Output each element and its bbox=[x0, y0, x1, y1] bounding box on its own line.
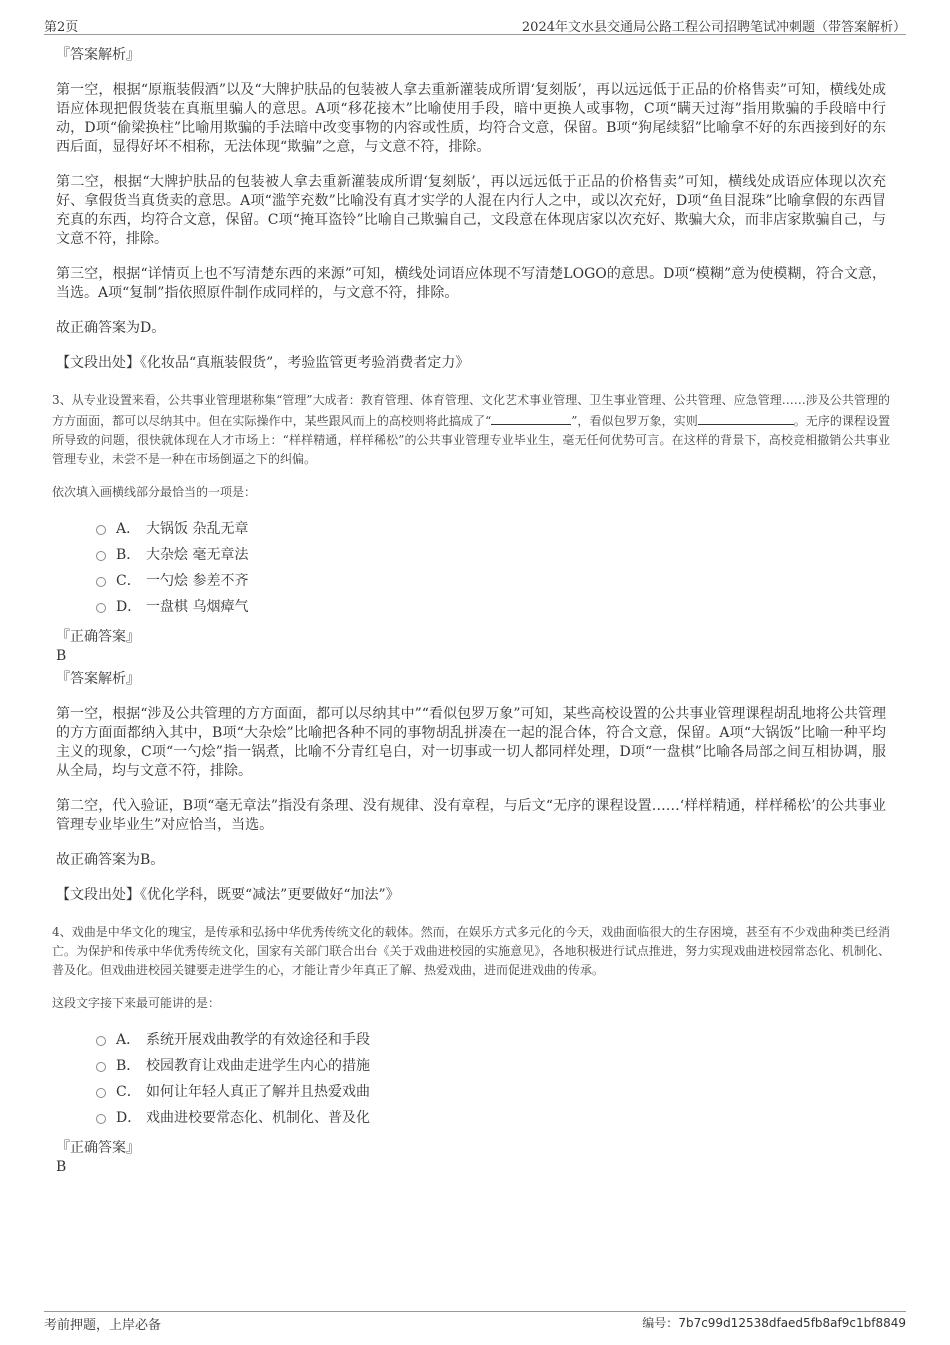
question-4-prompt: 这段文字接下来最可能讲的是： bbox=[52, 996, 221, 1010]
question-4-text: 4、戏曲是中华文化的瑰宝，是传承和弘扬中华优秀传统文化的载体。然而，在娱乐方式多元化的今天，戏曲面临很大的生存困境，甚至有不少戏曲种类已经消亡。为保护和传承中华优秀传统文化，国家有关部门联合出台《关于戏曲进校园的实施意见》，各地积极进行试点推进，努力实现戏曲进校园常态化、机制化、普及化。但戏曲进校园关键要走进学生的心，才能让青少年真正了解、热爱戏曲，进而促进戏曲的传承。 bbox=[52, 925, 890, 977]
analysis-paragraph: 第三空，根据“详情页上也不写清楚东西的来源”可知，横线处词语应体现不写清楚LOGO的意思。D项“模糊”意为使模糊，符合文意，当选。A项“复制”指依照原件制作成同样的，与文意不符，排除。 bbox=[56, 266, 886, 301]
answer-blank-2 bbox=[698, 410, 794, 425]
option-text: 大杂烩 毫无章法 bbox=[146, 547, 249, 563]
analysis-conclusion: 故正确答案为D。 bbox=[56, 320, 166, 336]
question-4-options bbox=[96, 1027, 886, 1131]
option-key: A． bbox=[116, 1032, 141, 1048]
option-text: 大锅饭 杂乱无章 bbox=[146, 521, 249, 537]
question-3-text-b: ”，看似包罗万象，实则 bbox=[571, 414, 698, 428]
page-footer bbox=[44, 1311, 906, 1332]
option-text: 系统开展戏曲教学的有效途径和手段 bbox=[146, 1032, 370, 1048]
option-a[interactable] bbox=[96, 1027, 886, 1053]
option-key: B． bbox=[116, 1058, 141, 1074]
document-code bbox=[642, 1314, 906, 1331]
option-b[interactable] bbox=[96, 1053, 886, 1079]
radio-icon[interactable] bbox=[96, 603, 106, 613]
option-a[interactable] bbox=[96, 516, 886, 542]
radio-icon[interactable] bbox=[96, 1114, 106, 1124]
document-code-value: 7b7c99d12538dfaed5fb8af9c1bf8849 bbox=[678, 1316, 906, 1330]
analysis-paragraph: 第二空，代入验证，B项“毫无章法”指没有条理、没有规律、没有章程，与后文“无序的课程设置……‘样样精通，样样稀松’的公共事业管理专业毕业生”对应恰当，当选。 bbox=[56, 798, 886, 833]
option-key: C． bbox=[116, 573, 141, 589]
question-3-options bbox=[96, 516, 886, 620]
radio-icon[interactable] bbox=[96, 525, 106, 535]
radio-icon[interactable] bbox=[96, 1036, 106, 1046]
option-key: D． bbox=[116, 1110, 142, 1126]
analysis-tag: 『答案解析』 bbox=[56, 47, 140, 63]
option-text: 校园教育让戏曲走进学生内心的措施 bbox=[146, 1058, 370, 1074]
option-text: 一盘棋 乌烟瘴气 bbox=[146, 599, 249, 615]
correct-answer-tag: 『正确答案』 bbox=[56, 629, 140, 645]
passage-source: 【文段出处】《化妆品“真瓶装假货”，考验监管更考验消费者定力》 bbox=[56, 355, 470, 371]
question-3-text bbox=[52, 391, 890, 469]
radio-icon[interactable] bbox=[96, 551, 106, 561]
document-body bbox=[52, 46, 890, 1181]
footer-slogan: 考前押题，上岸必备 bbox=[44, 1318, 162, 1333]
document-code-label: 编号： bbox=[642, 1316, 679, 1330]
analysis-paragraph: 第二空，根据“大牌护肤品的包装被人拿去重新灌装成所谓‘复刻版’，再以远远低于正品的价格售卖”可知，横线处成语应体现以次充好、拿假货当真货卖的意思。A项“滥竽充数”比喻没有真才实学的人混在内行人之中，或以次充好，D项“鱼目混珠”比喻拿假的东西冒充真的东西，均符合文意，保留。C项“掩耳盗铃”比喻自己欺骗自己，文段意在体现店家以次充好、欺骗大众，而非店家欺骗自己，与文意不符，排除。 bbox=[56, 174, 886, 247]
option-text: 一勺烩 参差不齐 bbox=[146, 573, 249, 589]
option-c[interactable] bbox=[96, 568, 886, 594]
passage-source: 【文段出处】《优化学科，既要“减法”更要做好“加法”》 bbox=[56, 887, 400, 903]
option-key: B． bbox=[116, 547, 141, 563]
correct-answer-tag: 『正确答案』 bbox=[56, 1140, 140, 1156]
option-key: A． bbox=[116, 521, 141, 537]
analysis-tag: 『答案解析』 bbox=[56, 671, 140, 687]
page-number: 第2页 bbox=[44, 20, 79, 35]
option-text: 如何让年轻人真正了解并且热爱戏曲 bbox=[146, 1084, 370, 1100]
option-c[interactable] bbox=[96, 1079, 886, 1105]
option-key: C． bbox=[116, 1084, 141, 1100]
option-d[interactable] bbox=[96, 1105, 886, 1131]
correct-answer: B bbox=[56, 648, 67, 664]
option-text: 戏曲进校要常态化、机制化、普及化 bbox=[146, 1110, 370, 1126]
radio-icon[interactable] bbox=[96, 1062, 106, 1072]
option-d[interactable] bbox=[96, 594, 886, 620]
question-3-prompt: 依次填入画横线部分最恰当的一项是： bbox=[52, 485, 257, 499]
document-title: 2024年文水县交通局公路工程公司招聘笔试冲刺题（带答案解析） bbox=[521, 20, 906, 35]
analysis-conclusion: 故正确答案为B。 bbox=[56, 852, 165, 868]
radio-icon[interactable] bbox=[96, 577, 106, 587]
correct-answer: B bbox=[56, 1159, 67, 1175]
question-3-text-a: 3、从专业设置来看，公共事业管理堪称集“管理”大成者：教育管理、体育管理、文化艺术事业管理、卫生事业管理、公共管理、应急管理……涉及公共管理的方方面面，都可以尽纳其中。但在实际操作中，某些跟风而上的高校则将此搞成了“ bbox=[52, 393, 890, 428]
analysis-paragraph: 第一空，根据“原瓶装假酒”以及“大牌护肤品的包装被人拿去重新灌装成所谓‘复刻版’，再以远远低于正品的价格售卖”可知，横线处成语应体现把假货装在真瓶里骗人的意思。A项“移花接木”比喻使用手段，暗中更换人或事物，C项“瞒天过海”指用欺骗的手段暗中行动，D项“偷梁换柱”比喻用欺骗的手法暗中改变事物的内容或性质，均符合文意，保留。B项“狗尾续貂”比喻拿不好的东西接到好的东西后面，显得好坏不相称，无法体现“欺骗”之意，与文意不符，排除。 bbox=[56, 82, 886, 155]
answer-blank-1 bbox=[491, 410, 571, 425]
option-b[interactable] bbox=[96, 542, 886, 568]
option-key: D． bbox=[116, 599, 142, 615]
question-3-text-c: 。无序的课程设置所导致的问题，很快就体现在人才市场上：“样样精通，样样稀松”的公共事业管理专业毕业生，毫无任何优势可言。在这样的背景下，高校竞相撤销公共事业管理专业，未尝不是一种在市场倒逼之下的纠偏。 bbox=[52, 414, 890, 466]
page-header bbox=[44, 14, 906, 35]
analysis-paragraph: 第一空，根据“涉及公共管理的方方面面，都可以尽纳其中”“看似包罗万象”可知，某些高校设置的公共事业管理课程胡乱地将公共管理的方方面面都纳入其中，B项“大杂烩”比喻把各种不同的事物胡乱拼凑在一起的混合体，符合文意，保留。A项“大锅饭”比喻一种平均主义的现象，C项“一勺烩”指一锅煮，比喻不分青红皂白，对一切事或一切人都同样处理，D项“一盘棋”比喻各局部之间互相协调，服从全局，均与文意不符，排除。 bbox=[56, 706, 886, 779]
radio-icon[interactable] bbox=[96, 1088, 106, 1098]
